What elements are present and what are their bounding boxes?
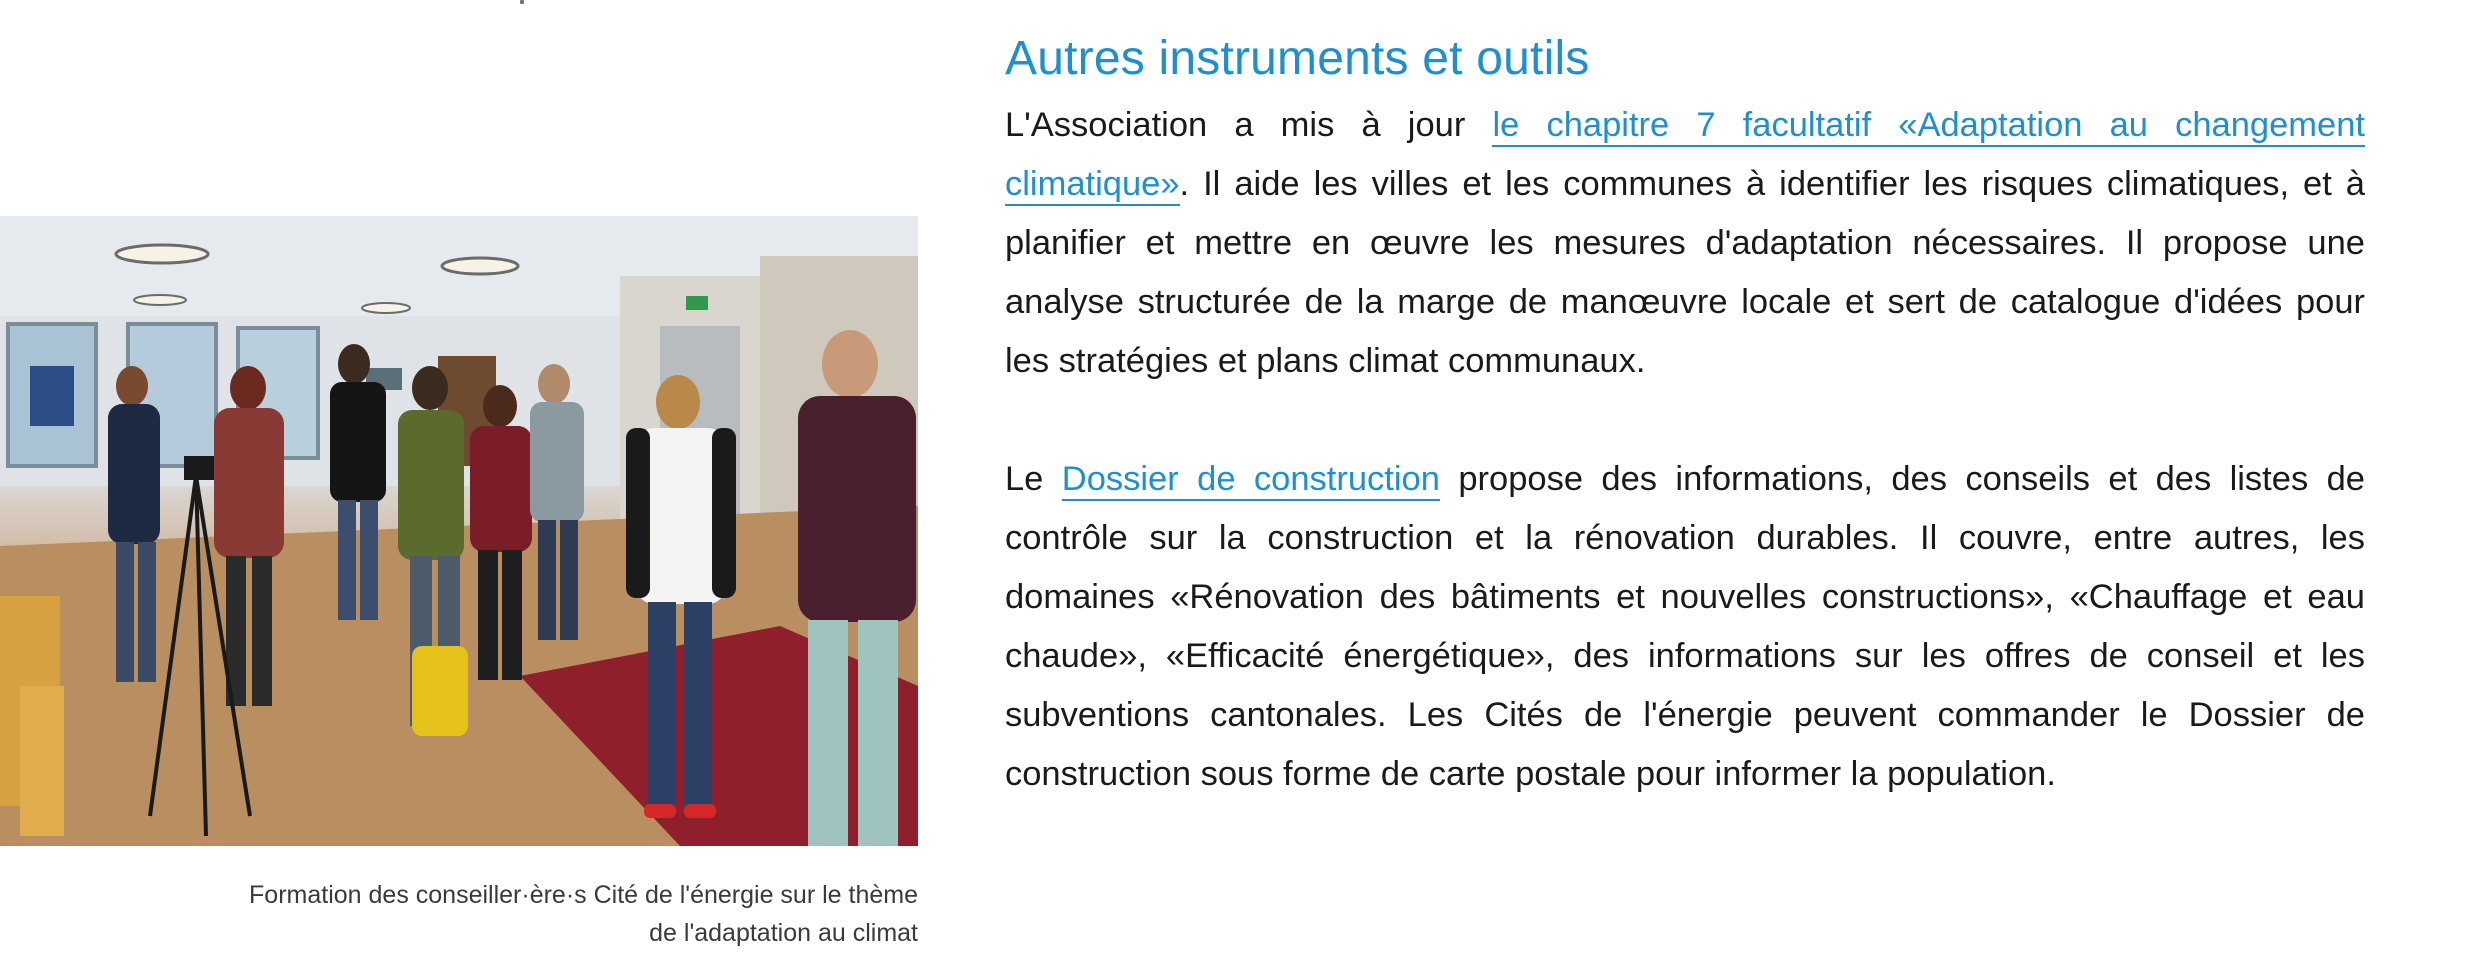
- caption-line-2: de l'adaptation au climat: [649, 919, 918, 947]
- photo-caption: [158, 876, 918, 952]
- stray-mark: [520, 0, 524, 4]
- paragraph-construction-body: propose des informations, des conseils et des listes de contrôle sur la construction et la rénovation durables. Il couvre, entre autres, les domaines «Rénovation des bâtiments et nouvelles constructions», «Chauffage et eau chaude», «Efficacité énergétique», des informations sur les offres de conseil et les subventions cantonales. Les Cités de l'énergie peuvent commander le Dossier de construction sous forme de carte postale pour informer la population.: [1005, 460, 2365, 793]
- construction-dossier-link[interactable]: Dossier de construction: [1062, 460, 1440, 501]
- text-column: [1005, 28, 2365, 804]
- paragraph-construction: [1005, 450, 2365, 804]
- chapter-7-link[interactable]: le chapitre 7 facultatif «Adaptation au changement climatique»: [1005, 106, 2365, 206]
- paragraph-adaptation-body: . Il aide les villes et les communes à identifier les risques climatiques, et à planifier et mettre en œuvre les mesures d'adaptation nécessaires. Il propose une analyse structurée de la marge de manœuvre locale et sert de catalogue d'idées pour les stratégies et plans climat communaux.: [1005, 165, 2365, 380]
- event-photo-illustration: [0, 216, 918, 846]
- section-heading: Autres instruments et outils: [1005, 32, 1590, 85]
- paragraph-construction-intro: Le: [1005, 460, 1062, 498]
- paragraph-adaptation: [1005, 96, 2365, 391]
- caption-line-1: Formation des conseiller·ère·s Cité de l'énergie sur le thème: [249, 881, 918, 909]
- event-photo: [0, 216, 918, 846]
- paragraph-adaptation-intro: L'Association a mis à jour: [1005, 106, 1493, 144]
